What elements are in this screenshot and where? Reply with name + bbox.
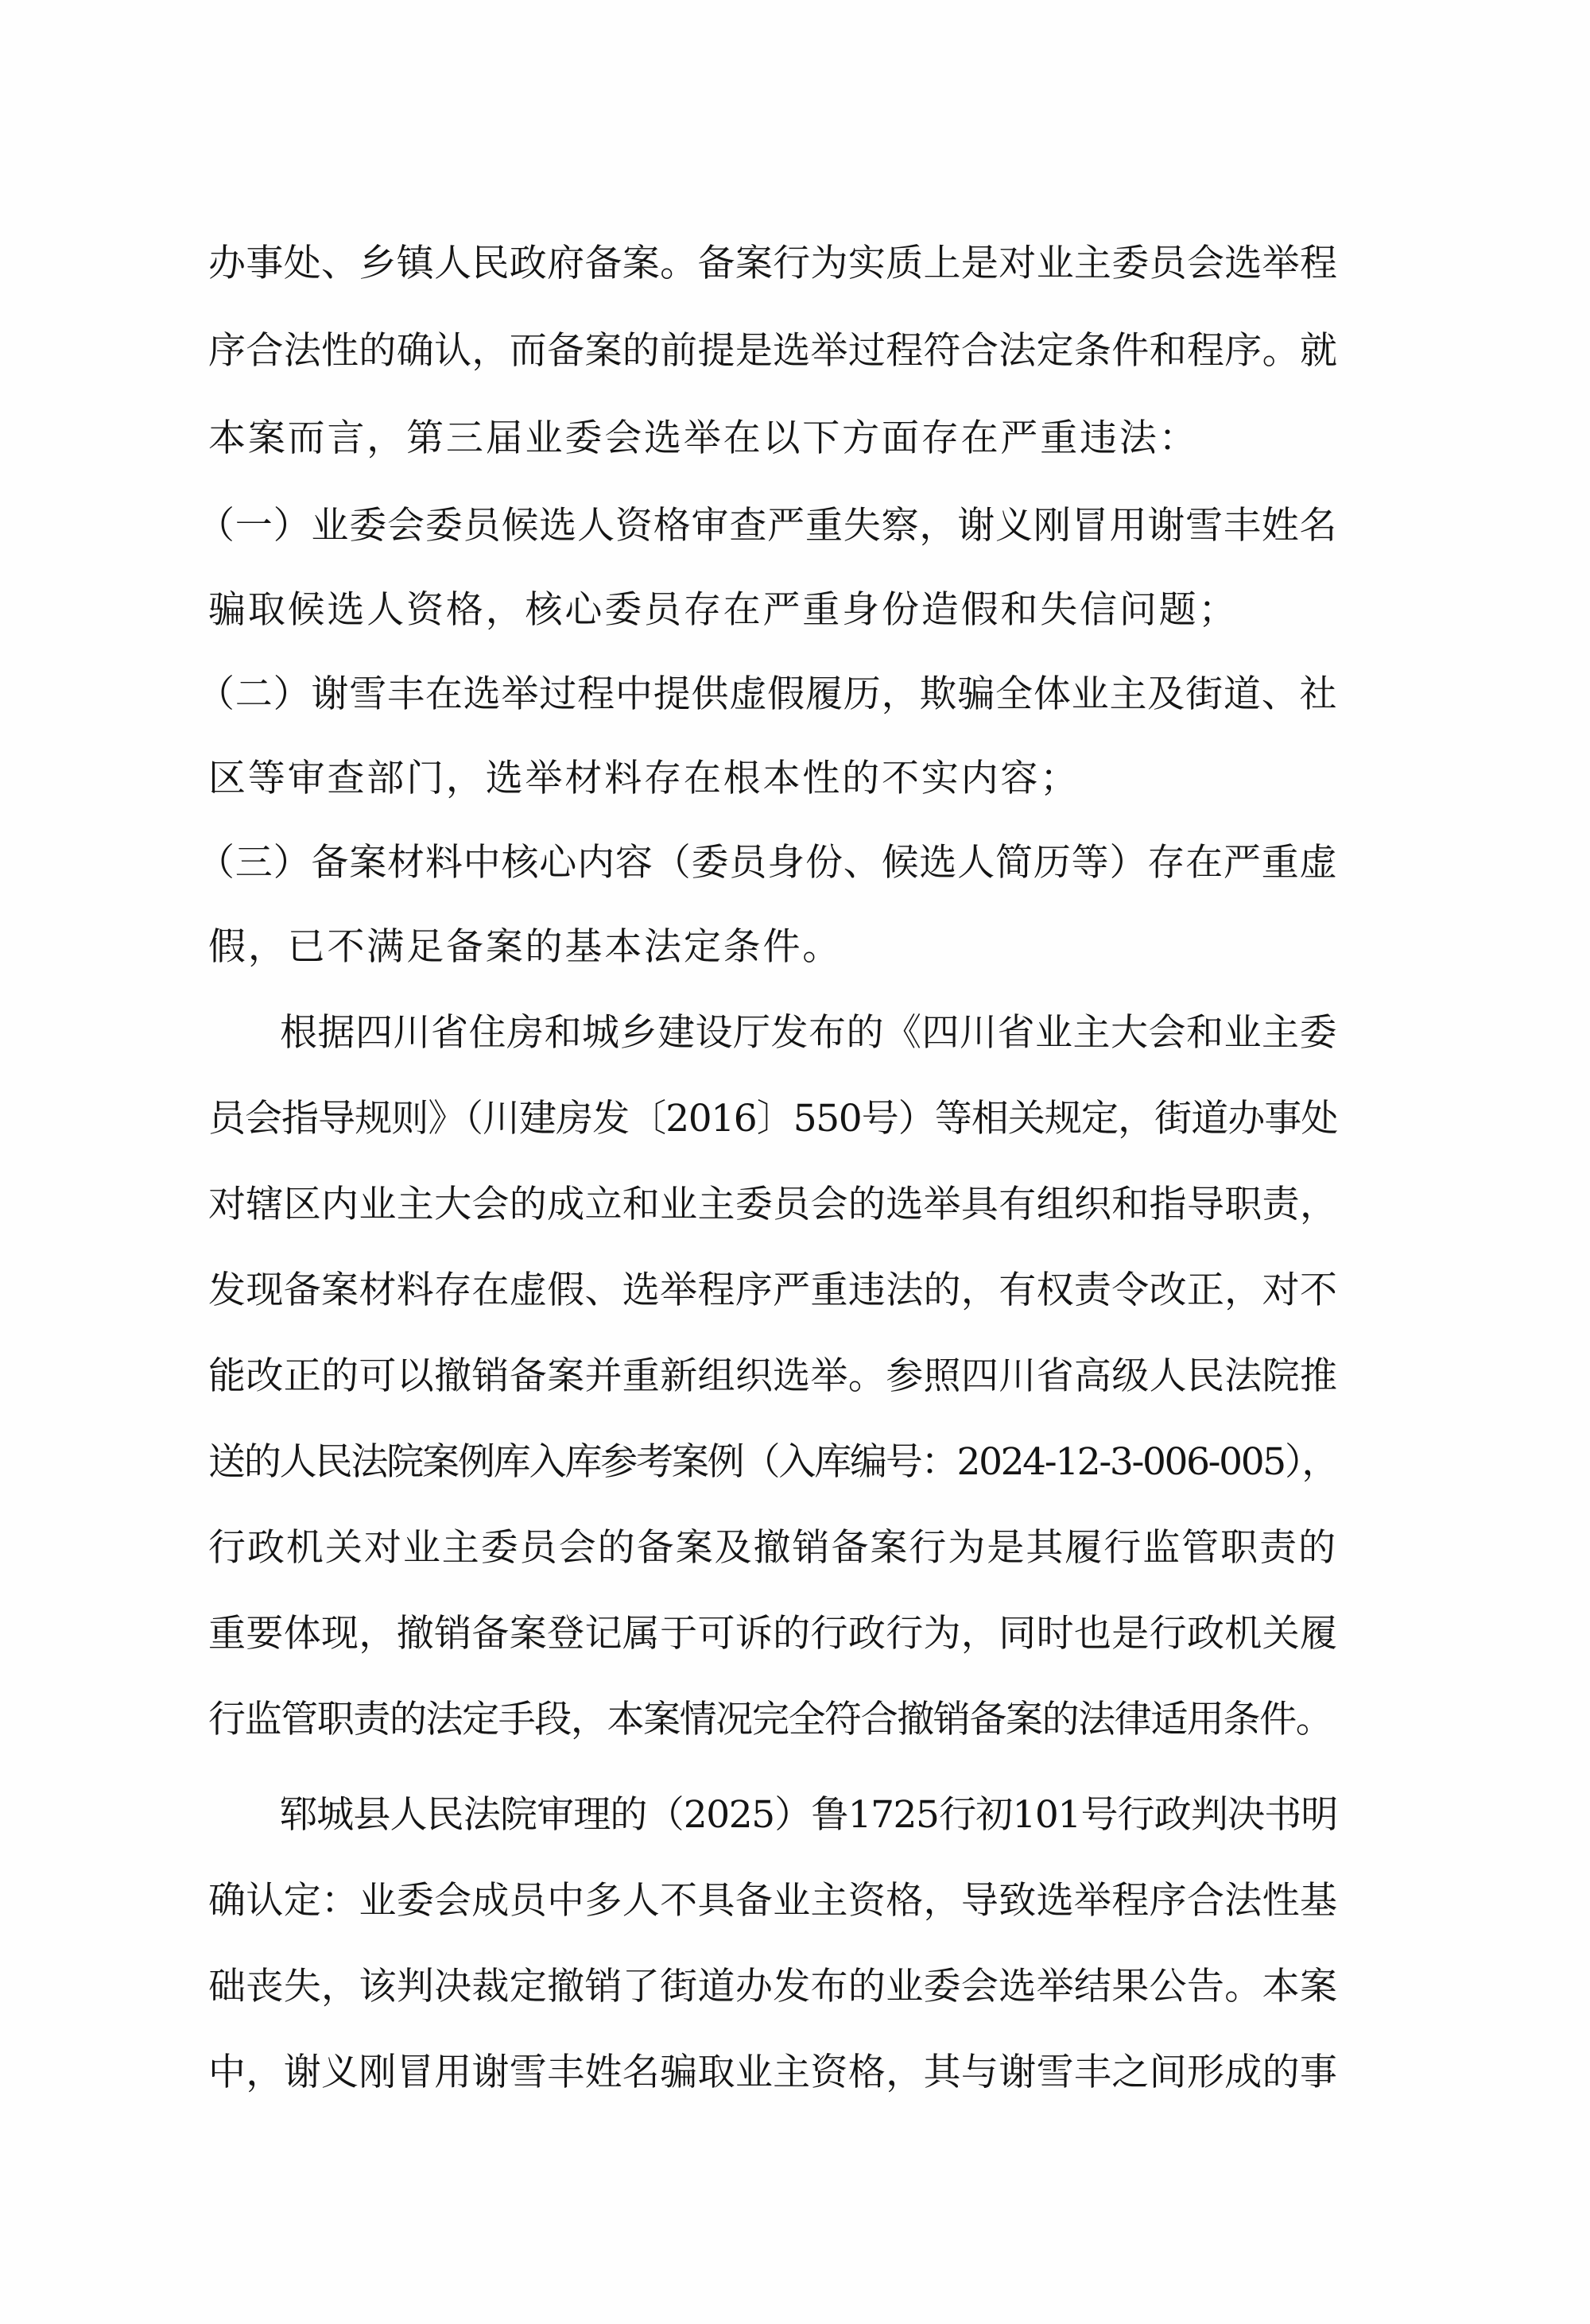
paragraph-line: 确认定：业委会成员中多人不具备业主资格，导致选举程序合法性基 xyxy=(208,1879,1337,1923)
paragraph-line: 能改正的可以撤销备案并重新组织选举。参照四川省高级人民法院推 xyxy=(208,1354,1337,1398)
paragraph-line: 行政机关对业主委员会的备案及撤销备案行为是其履行监管职责的 xyxy=(208,1526,1337,1570)
paragraph-line: 础丧失，该判决裁定撤销了街道办发布的业委会选举结果公告。本案 xyxy=(208,1965,1337,2008)
text-line: 办事处、乡镇人民政府备案。备案行为实质上是对业主委员会选举程 xyxy=(208,242,1337,285)
text-line: 序合法性的确认，而备案的前提是选举过程符合法定条件和程序。就 xyxy=(208,329,1337,373)
paragraph-line: 重要体现，撤销备案登记属于可诉的行政行为，同时也是行政机关履 xyxy=(208,1612,1337,1656)
paragraph-line: 中，谢义刚冒用谢雪丰姓名骗取业主资格，其与谢雪丰之间形成的事 xyxy=(208,2051,1337,2094)
list-item-1-line: （一）业委会委员候选人资格审查严重失察，谢义刚冒用谢雪丰姓名 xyxy=(197,504,1337,548)
paragraph-line: 根据四川省住房和城乡建设厅发布的《四川省业主大会和业主委 xyxy=(280,1011,1337,1055)
list-item-2-line: （二）谢雪丰在选举过程中提供虚假履历，欺骗全体业主及街道、社 xyxy=(197,672,1337,716)
list-item-3-line: 假，已不满足备案的基本法定条件。 xyxy=(208,925,843,969)
paragraph-line: 对辖区内业主大会的成立和业主委员会的选举具有组织和指导职责， xyxy=(208,1183,1337,1226)
list-item-2-line: 区等审查部门，选举材料存在根本性的不实内容； xyxy=(208,757,1080,800)
list-item-1-line: 骗取候选人资格，核心委员存在严重身份造假和失信问题； xyxy=(208,588,1239,632)
paragraph-line: 员会指导规则》（川建房发〔2016〕550号）等相关规定，街道办事处 xyxy=(208,1097,1337,1141)
paragraph-line: 发现备案材料存在虚假、选举程序严重违法的，有权责令改正，对不 xyxy=(208,1269,1337,1312)
text-line: 本案而言，第三届业委会选举在以下方面存在严重违法： xyxy=(208,416,1199,460)
paragraph-line: 行监管职责的法定手段，本案情况完全符合撤销备案的法律适用条件。 xyxy=(208,1698,1332,1741)
paragraph-line: 送的人民法院案例库入库参考案例（入库编号：2024-12-3-006-005）， xyxy=(208,1440,1337,1484)
paragraph-line: 郓城县人民法院审理的（2025）鲁1725行初101号行政判决书明 xyxy=(280,1793,1337,1837)
list-item-3-line: （三）备案材料中核心内容（委员身份、候选人简历等）存在严重虚 xyxy=(197,841,1337,885)
